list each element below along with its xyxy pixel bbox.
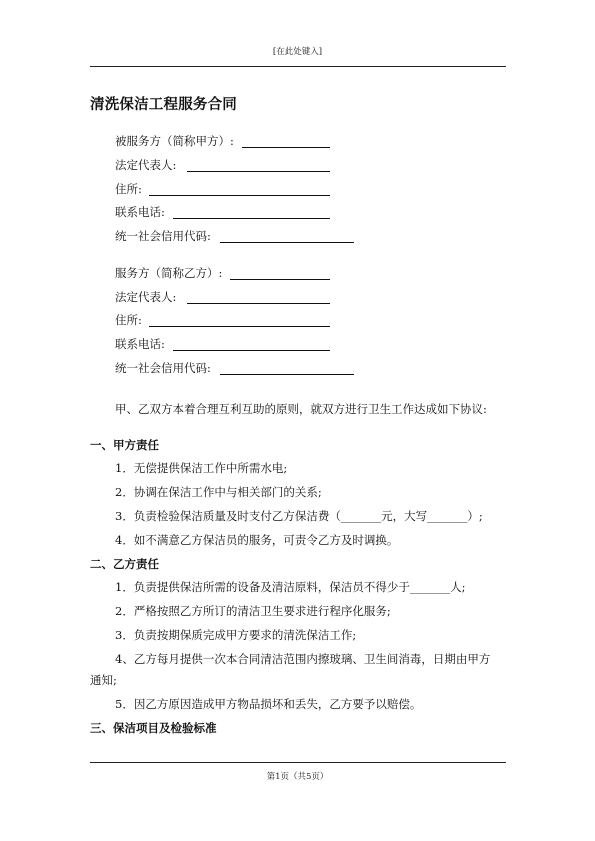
party-b-rep-line[interactable] (187, 303, 330, 304)
party-a-credit-line[interactable] (220, 242, 354, 243)
party-a-phone-field (115, 205, 165, 219)
party-b-credit-line[interactable] (220, 374, 354, 375)
party-a-credit-field (115, 229, 211, 243)
section2-item: 1．负责提供保洁所需的设备及清洁原料，保洁员不得少于_______人; (115, 580, 466, 594)
section1-heading: 一、甲方责任 (90, 438, 159, 452)
section2-heading: 二、乙方责任 (90, 557, 159, 571)
section1-item: 1．无偿提供保洁工作中所需水电; (115, 461, 288, 475)
party-b-name-line[interactable] (230, 279, 330, 280)
party-a-phone-line[interactable] (173, 218, 330, 219)
party-b-phone-label: 联系电话: (115, 337, 165, 351)
party-b-rep-label: 法定代表人: (115, 290, 177, 304)
party-b-address-field (115, 313, 142, 327)
section1-item: 3．负责检验保洁质量及时支付乙方保洁费（_______元，大写_______）; (115, 509, 483, 523)
party-a-name-field (115, 134, 234, 148)
party-b-address-label: 住所: (115, 313, 142, 327)
party-a-rep-line[interactable] (187, 171, 330, 172)
party-a-phone-label: 联系电话: (115, 205, 165, 219)
party-b-rep-field (115, 290, 176, 304)
party-b-name-label: 服务方（简称乙方）: (115, 266, 223, 280)
party-a-address-line[interactable] (149, 195, 330, 196)
party-a-credit-label: 统一社会信用代码: (115, 229, 211, 243)
party-b-name-field (115, 266, 222, 280)
party-a-rep-field (115, 158, 176, 172)
party-b-phone-line[interactable] (173, 350, 330, 351)
page-number: 第1页（共5页） (266, 772, 329, 782)
section2-item: 3．负责按期保质完成甲方要求的清洗保洁工作; (115, 628, 357, 642)
section3-heading: 三、保洁项目及检验标准 (90, 721, 217, 735)
party-a-name-label: 被服务方（简称甲方）: (115, 134, 234, 148)
party-b-credit-field (115, 361, 211, 375)
section2-item-continuation: 通知; (90, 673, 117, 687)
section2-item: 5．因乙方原因造成甲方物品损坏和丢失，乙方要予以赔偿。 (115, 697, 422, 711)
section2-item: 4、乙方每月提供一次本合同清洁范围内擦玻璃、卫生间消毒，日期由甲方 (115, 652, 491, 666)
party-b-address-line[interactable] (149, 326, 330, 327)
party-b-phone-field (115, 337, 165, 351)
party-a-address-field (115, 182, 142, 196)
header-divider (90, 66, 506, 67)
section1-item: 2．协调在保洁工作中与相关部门的关系; (115, 485, 322, 499)
header-placeholder: [在此处键入] (272, 47, 323, 57)
intro-paragraph: 甲、乙双方本着合理互利互助的原则，就双方进行卫生工作达成如下协议: (115, 402, 487, 416)
party-a-name-line[interactable] (242, 147, 330, 148)
party-a-address-label: 住所: (115, 182, 142, 196)
party-b-credit-label: 统一社会信用代码: (115, 361, 211, 375)
party-a-rep-label: 法定代表人: (115, 158, 177, 172)
section2-item: 2．严格按照乙方所订的清洁卫生要求进行程序化服务; (115, 604, 391, 618)
document-title: 清洗保洁工程服务合同 (90, 97, 237, 113)
section1-item: 4．如不满意乙方保洁员的服务，可责令乙方及时调换。 (115, 533, 399, 547)
footer-divider (90, 762, 506, 763)
